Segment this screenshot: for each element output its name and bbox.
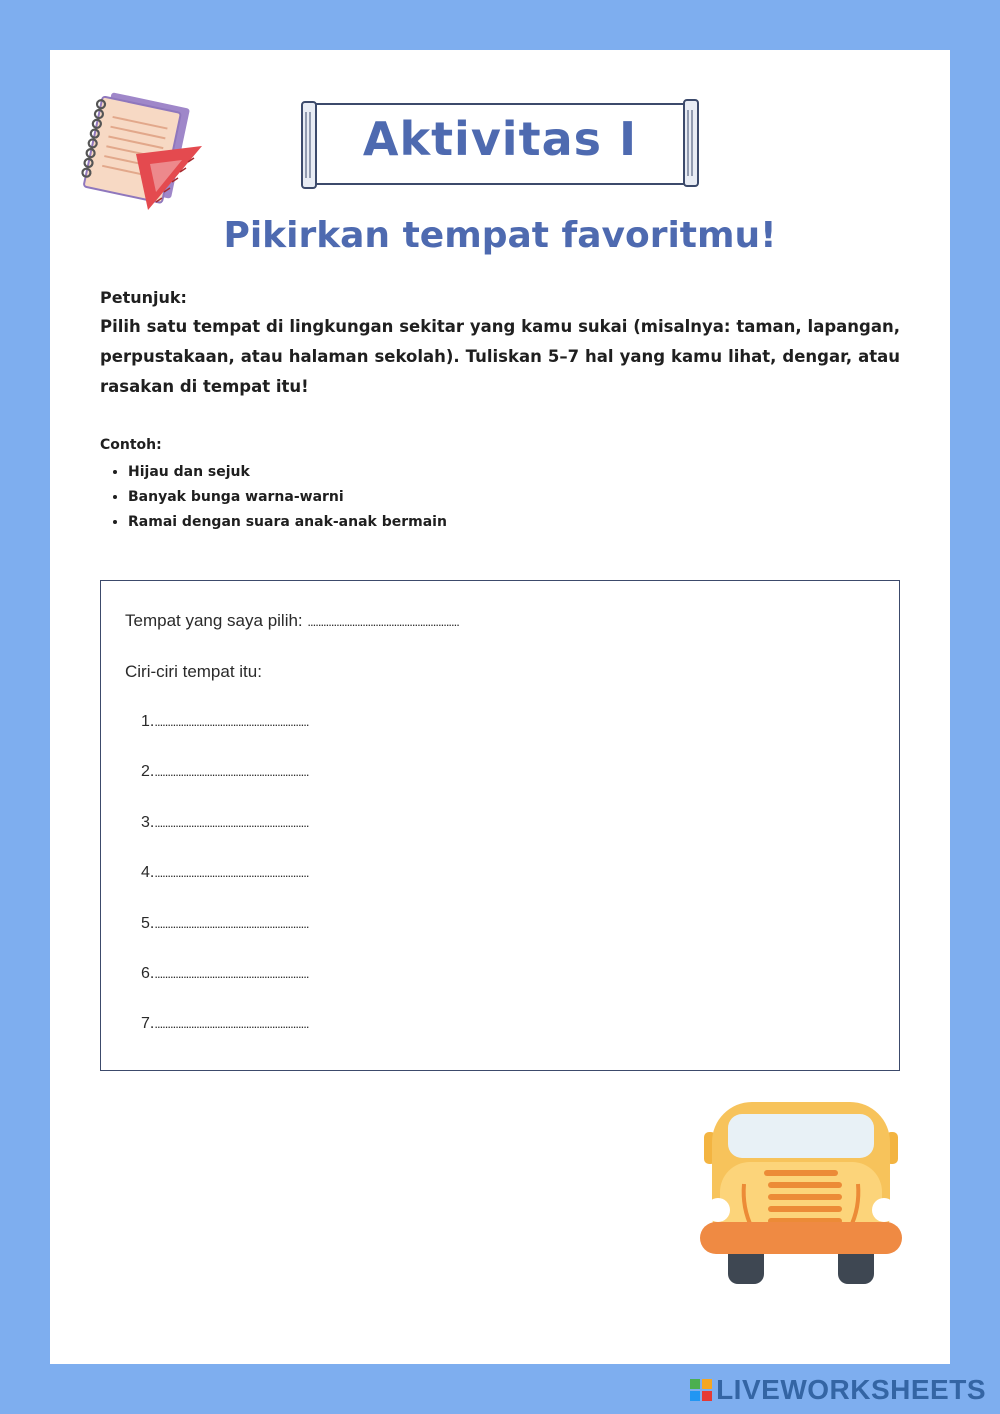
notebook-ruler-icon: [78, 92, 208, 214]
worksheet-page: [50, 50, 950, 1364]
line-number: 7.: [141, 1015, 155, 1032]
answer-box: [100, 580, 900, 1071]
answer-blank[interactable]: ...........................................................: [154, 764, 309, 779]
place-label: Tempat yang saya pilih:: [125, 611, 303, 630]
line-number: 6.: [141, 965, 155, 982]
footer-brand: LIVEWORKSHEETS: [716, 1374, 986, 1405]
instructions-heading: Petunjuk:: [100, 288, 187, 307]
line-number: 3.: [141, 814, 155, 831]
list-item: • Banyak bunga warna-warni: [128, 485, 447, 510]
place-field[interactable]: [125, 611, 459, 631]
example-list: [100, 460, 447, 535]
line-number: 2.: [141, 763, 155, 780]
answer-line-2[interactable]: [141, 763, 308, 781]
liveworksheets-logo-icon: [690, 1379, 712, 1401]
line-number: 5.: [141, 915, 155, 932]
school-bus-icon: [698, 1088, 904, 1288]
answer-blank[interactable]: ...........................................................: [154, 966, 309, 981]
line-number: 1.: [141, 713, 155, 730]
answer-line-4[interactable]: [141, 864, 308, 882]
instructions-text: Pilih satu tempat di lingkungan sekitar yang kamu sukai (misalnya: taman, lapangan, perpustakaan, atau halaman sekolah). Tuliskan 5–7 hal yang kamu lihat, dengar, atau rasakan di tempat itu!: [100, 317, 900, 396]
answer-blank[interactable]: ...........................................................: [154, 865, 309, 880]
list-item: • Hijau dan sejuk: [128, 460, 447, 485]
place-blank[interactable]: ..........................................................: [307, 614, 459, 629]
answer-blank[interactable]: ...........................................................: [154, 815, 309, 830]
page-title: Aktivitas I: [362, 112, 638, 166]
traits-label: Ciri-ciri tempat itu:: [125, 662, 262, 681]
answer-blank[interactable]: ...........................................................: [154, 1016, 309, 1031]
answer-blank[interactable]: ...........................................................: [154, 714, 309, 729]
example-heading: Contoh:: [100, 437, 162, 453]
list-item: • Ramai dengan suara anak-anak bermain: [128, 510, 447, 535]
answer-blank[interactable]: ...........................................................: [154, 916, 309, 931]
line-number: 4.: [141, 864, 155, 881]
answer-line-3[interactable]: [141, 814, 308, 832]
liveworksheets-logo[interactable]: [690, 1374, 986, 1406]
answer-line-1[interactable]: [141, 713, 308, 731]
answer-line-5[interactable]: [141, 915, 308, 933]
page-subtitle: Pikirkan tempat favoritmu!: [223, 215, 777, 256]
answer-line-7[interactable]: [141, 1015, 308, 1033]
answer-line-6[interactable]: [141, 965, 308, 983]
